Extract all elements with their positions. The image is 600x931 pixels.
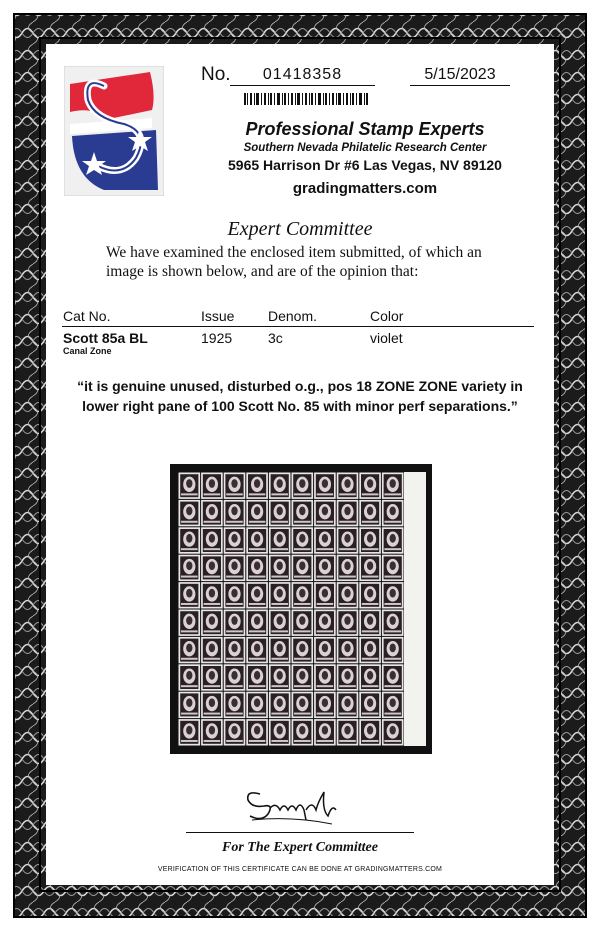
stamp <box>269 527 291 553</box>
stamp <box>314 555 336 581</box>
stamp <box>359 719 381 745</box>
stamp <box>382 582 404 608</box>
stamp <box>292 527 314 553</box>
stamp <box>382 664 404 690</box>
stamp <box>337 500 359 526</box>
organization-subtitle: Southern Nevada Philatelic Research Center <box>243 142 487 154</box>
stamp <box>246 664 268 690</box>
stamp <box>179 500 201 526</box>
stamp <box>246 637 268 663</box>
stamp <box>314 473 336 499</box>
stamp <box>246 719 268 745</box>
stamp <box>246 473 268 499</box>
stamp <box>314 719 336 745</box>
stamp <box>224 500 246 526</box>
stamp <box>246 527 268 553</box>
stamp <box>246 610 268 636</box>
stamp <box>224 555 246 581</box>
stamp <box>201 527 223 553</box>
stamp <box>292 555 314 581</box>
stamp <box>337 637 359 663</box>
stamp <box>382 637 404 663</box>
header-color: Color <box>370 308 404 324</box>
stamp <box>337 610 359 636</box>
stamp <box>314 664 336 690</box>
stamp <box>382 555 404 581</box>
stamp <box>179 555 201 581</box>
stamp <box>269 473 291 499</box>
header-issue: Issue <box>201 308 235 324</box>
stamp <box>382 527 404 553</box>
stamp <box>224 692 246 718</box>
stamp <box>201 664 223 690</box>
stamp <box>201 582 223 608</box>
stamp <box>201 719 223 745</box>
stamp <box>269 610 291 636</box>
stamp <box>337 719 359 745</box>
stamp <box>201 610 223 636</box>
stamp-sheet-image <box>170 464 432 754</box>
table-divider <box>62 326 534 327</box>
certificate-number: 01418358 <box>230 66 375 86</box>
stamp <box>201 500 223 526</box>
value-cat-sub: Canal Zone <box>63 346 112 356</box>
stamp <box>179 692 201 718</box>
stamp <box>179 610 201 636</box>
value-denom: 3c <box>268 330 283 346</box>
stamp <box>359 473 381 499</box>
stamp <box>337 473 359 499</box>
stamp <box>179 664 201 690</box>
stamp <box>292 692 314 718</box>
stamp <box>292 610 314 636</box>
stamp <box>359 664 381 690</box>
stamp <box>269 637 291 663</box>
stamp <box>246 582 268 608</box>
stamp <box>382 473 404 499</box>
stamp <box>269 719 291 745</box>
stamp <box>224 582 246 608</box>
stamp <box>382 610 404 636</box>
stamp <box>337 527 359 553</box>
stamp <box>382 692 404 718</box>
stamp <box>314 500 336 526</box>
stamp <box>337 692 359 718</box>
organization-name: Professional Stamp Experts <box>245 119 485 139</box>
stamp <box>359 610 381 636</box>
stamp <box>337 555 359 581</box>
value-cat-no: Scott 85a BL <box>63 330 148 346</box>
stamp <box>269 555 291 581</box>
stamp <box>269 500 291 526</box>
stamp <box>269 692 291 718</box>
stamp <box>314 610 336 636</box>
stamp <box>292 719 314 745</box>
stamp <box>382 719 404 745</box>
stamp <box>359 555 381 581</box>
stamp <box>224 637 246 663</box>
value-issue: 1925 <box>201 330 233 346</box>
stamp <box>337 664 359 690</box>
stamp <box>292 664 314 690</box>
stamp <box>292 500 314 526</box>
pse-logo <box>64 66 164 196</box>
opinion-statement: “it is genuine unused, disturbed o.g., pos 18 ZONE ZONE variety in lower right pane of 100 Scott No. 85 with minor perf separations.” <box>77 378 523 414</box>
stamp <box>224 719 246 745</box>
certificate-number-label: No. <box>201 64 231 85</box>
stamp <box>201 473 223 499</box>
stamp <box>382 500 404 526</box>
signature-line <box>186 832 414 833</box>
stamp <box>269 664 291 690</box>
stamp <box>224 473 246 499</box>
stamp <box>201 555 223 581</box>
organization-address: 5965 Harrison Dr #6 Las Vegas, NV 89120 <box>228 157 502 173</box>
committee-heading: Expert Committee <box>227 218 373 240</box>
organization-website[interactable]: gradingmatters.com <box>292 180 438 197</box>
stamp <box>179 527 201 553</box>
certificate-date: 5/15/2023 <box>410 66 510 86</box>
stamp <box>224 527 246 553</box>
signature-caption: For The Expert Committee <box>222 840 378 855</box>
stamp <box>314 637 336 663</box>
stamp <box>246 555 268 581</box>
stamp <box>292 473 314 499</box>
stamp <box>359 692 381 718</box>
stamp <box>269 582 291 608</box>
stamp <box>179 637 201 663</box>
stamp <box>201 692 223 718</box>
stamp <box>179 719 201 745</box>
stamp <box>314 582 336 608</box>
stamp <box>359 582 381 608</box>
stamp <box>359 637 381 663</box>
stamp <box>314 527 336 553</box>
stamp <box>201 637 223 663</box>
stamp <box>246 500 268 526</box>
stamp <box>359 500 381 526</box>
verification-note: VERIFICATION OF THIS CERTIFICATE CAN BE DONE AT GRADINGMATTERS.COM <box>157 866 443 873</box>
stamp <box>179 582 201 608</box>
committee-intro: We have examined the enclosed item submitted, of which an image is shown below, and are of the opinion that: <box>106 244 482 280</box>
stamp <box>337 582 359 608</box>
signature <box>232 780 352 828</box>
stamp <box>246 692 268 718</box>
stamp <box>292 582 314 608</box>
stamp <box>314 692 336 718</box>
header-denom: Denom. <box>268 308 318 324</box>
stamp <box>224 664 246 690</box>
value-color: violet <box>370 330 403 346</box>
stamp <box>224 610 246 636</box>
stamp <box>359 527 381 553</box>
barcode <box>244 93 368 105</box>
stamp <box>179 473 201 499</box>
header-cat-no: Cat No. <box>63 308 111 324</box>
stamp <box>292 637 314 663</box>
